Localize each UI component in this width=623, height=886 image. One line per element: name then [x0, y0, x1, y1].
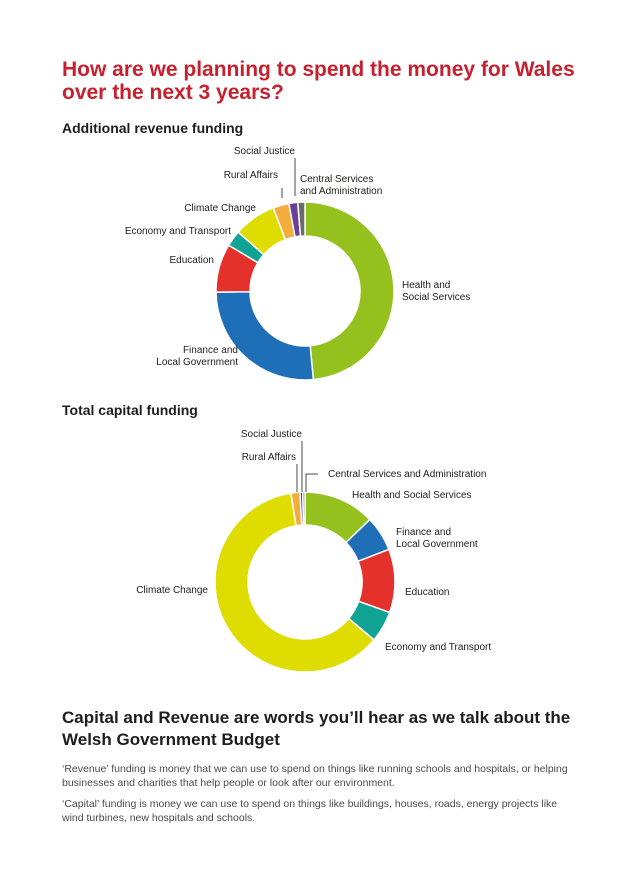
label-education: Education [169, 255, 214, 266]
label-rural-affairs: Rural Affairs [241, 452, 296, 463]
label-climate-change: Climate Change [184, 203, 256, 214]
label-rural-affairs: Rural Affairs [223, 170, 278, 181]
label-education: Education [405, 587, 450, 598]
capital-chart-title: Total capital funding [62, 402, 198, 418]
label-economy-and-transport: Economy and Transport [124, 226, 231, 237]
revenue-donut-chart [0, 140, 623, 395]
slice-central-services-and-administration [303, 492, 305, 525]
label-finance-and-local-government: Finance and Local Government [156, 345, 238, 368]
revenue-explanation: ‘Revenue’ funding is money that we can use to spend on things like running schools and hospitals, or helping businesses and charities that help people or look after our environment. [62, 763, 568, 789]
page-heading: How are we planning to spend the money for Wales over the next 3 years? [62, 58, 575, 104]
slice-health-and-social-services [305, 202, 394, 380]
label-central-services-and-administration: Central Services and Administration [328, 469, 487, 480]
label-central-services-and-administration: Central Services and Administration [300, 174, 383, 197]
capital-donut-chart [0, 422, 623, 684]
revenue-chart-title: Additional revenue funding [62, 120, 244, 136]
capital-revenue-heading: Capital and Revenue are words you’ll hear as we talk about the Welsh Government Budget [62, 708, 571, 749]
label-economy-and-transport: Economy and Transport [385, 642, 492, 653]
label-climate-change: Climate Change [136, 585, 208, 596]
label-finance-and-local-government: Finance and Local Government [396, 527, 478, 550]
label-social-justice: Social Justice [233, 146, 295, 157]
capital-explanation: ‘Capital’ funding is money we can use to spend on things like buildings, houses, roads, energy projects like wind turbines, new hospitals and schools. [62, 798, 558, 824]
label-health-and-social-services: Health and Social Services [352, 490, 472, 501]
label-health-and-social-services: Health and Social Services [402, 280, 471, 303]
label-social-justice: Social Justice [240, 429, 302, 440]
